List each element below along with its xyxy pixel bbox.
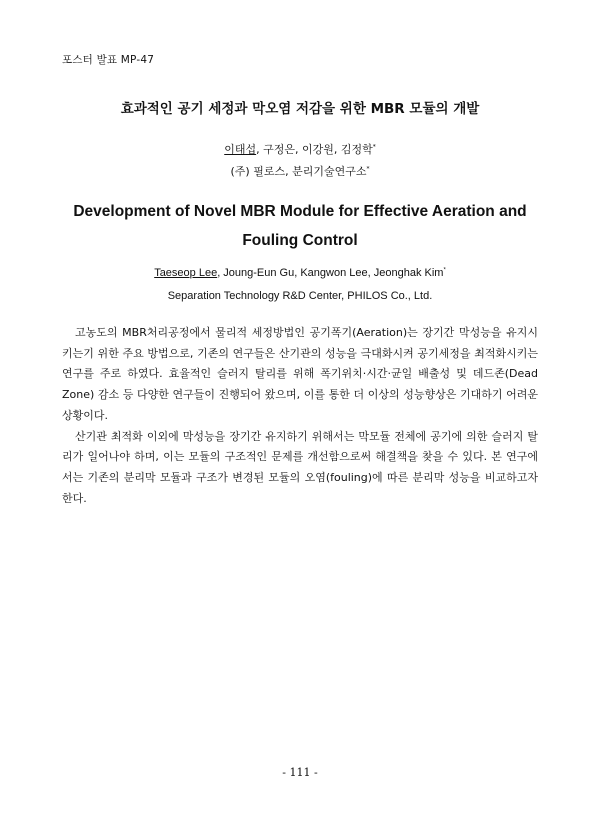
corresponding-mark-english: * (443, 267, 446, 274)
authors-english (0, 267, 600, 279)
session-label: 포스터 발표 MP-47 (62, 54, 155, 66)
abstract-body (62, 323, 538, 509)
affiliation-korean (0, 163, 600, 179)
body-paragraph-1: 고농도의 MBR처리공정에서 물리적 세정방법인 공기폭기(Aeration)는 장기간 막성능을 유지시키는기 위한 주요 방법으로, 기존의 연구들은 산기관의 성능을 극대화시켜 공기세정을 최적화시키는 연구를 주로 하였다. 효율적인 슬러지 탈리를 위해 폭기위치·시간·균일 배출성 및 데드존(Dead Zone) 감소 등 다양한 연구들이 진행되어 왔으며, 이를 통한 더 이상의 성능향상은 기대하기 어려운 상황이다. (62, 326, 538, 422)
affiliation-english: Separation Technology R&D Center, PHILOS Co., Ltd. (167, 290, 433, 302)
corresponding-mark-korean: * (372, 143, 376, 151)
page-number: - 111 - (282, 766, 318, 779)
body-paragraph-2: 산기관 최적화 이외에 막성능을 장기간 유지하기 위해서는 막모듈 전체에 공기에 의한 슬러지 탈리가 일어나야 하며, 이는 모듈의 구조적인 문제를 개선함으로써 해결책을 찾을 수 있다. 본 연구에서는 기존의 분리막 모듈과 구조가 변경된 모듈의 오염(fouling)에 따른 분리막 성능을 비교하고자 한다. (62, 429, 538, 505)
title-english: Development of Novel MBR Module for Effective Aeration and Fouling Control (73, 203, 527, 249)
authors-korean (0, 141, 600, 157)
coauthors-korean: , 구정은, 이강원, 김정학 (256, 143, 373, 156)
presenting-author-english: Taeseop Lee (154, 267, 218, 279)
affiliation-korean-mark: * (366, 165, 370, 173)
presenting-author-korean: 이태섭 (224, 143, 257, 156)
affiliation-korean-text: (주) 필로스, 분리기술연구소 (230, 165, 367, 178)
coauthors-english: , Joung-Eun Gu, Kangwon Lee, Jeonghak Kim (217, 267, 444, 279)
title-korean: 효과적인 공기 세정과 막오염 저감을 위한 MBR 모듈의 개발 (120, 101, 480, 117)
